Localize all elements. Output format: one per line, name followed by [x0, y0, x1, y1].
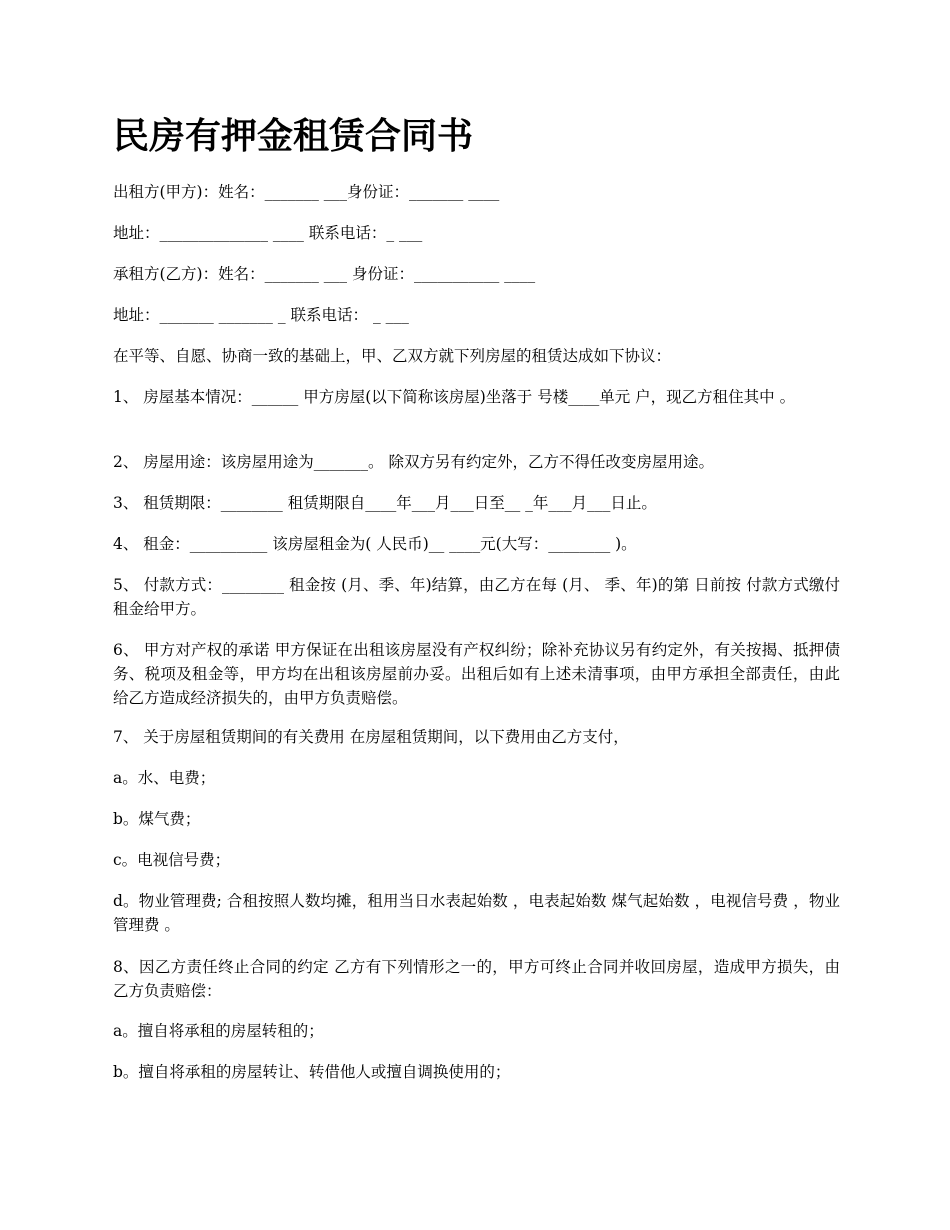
- fee-item-c: c。电视信号费；: [113, 851, 231, 869]
- clause-5-payment: 5、 付款方式：________ 租金按 (月、季、年)结算，由乙方在每 (月、 季、年)的第 日前按 付款方式缴付租金给甲方。: [113, 576, 840, 618]
- termination-item-b: b。擅自将承租的房屋转让、转借他人或擅自调换使用的；: [113, 1063, 511, 1081]
- clause-2-usage: 2、 房屋用途：该房屋用途为_______。 除双方另有约定外，乙方不得任改变房屋用途。: [113, 453, 714, 471]
- clause-3-term: 3、 租赁期限：________ 租赁期限自____年___月___日至__ _年___月___日止。: [113, 494, 657, 512]
- fee-item-d: d。物业管理费; 合租按照人数均摊，租用当日水表起始数 ，电表起始数 煤气起始数 ，电视信号费 ，物业管理费 。: [113, 892, 840, 934]
- clause-1-property: 1、 房屋基本情况：______ 甲方房屋(以下简称该房屋)坐落于 号楼____单元 户，现乙方租住其中 。: [113, 388, 796, 406]
- lessee-address-line: 地址：_______ _______ _ 联系电话： _ ___: [113, 306, 409, 324]
- clause-8-termination: 8、因乙方责任终止合同的约定 乙方有下列情形之一的，甲方可终止合同并收回房屋，造成甲方损失，由乙方负责赔偿：: [113, 958, 840, 1000]
- document-title: 民房有押金租赁合同书: [113, 115, 474, 157]
- clause-6-ownership: 6、 甲方对产权的承诺 甲方保证在出租该房屋没有产权纠纷；除补充协议另有约定外，有关按揭、抵押债务、税项及租金等，甲方均在出租该房屋前办妥。出租后如有上述未清事项，由甲方承担全部责任，由此给乙方造成经济损失的，由甲方负责赔偿。: [113, 641, 840, 707]
- lessor-name-line: 出租方(甲方)：姓名：_______ ___身份证：_______ ____: [113, 183, 500, 201]
- fee-item-b: b。煤气费；: [113, 810, 201, 828]
- clause-4-rent: 4、 租金：__________ 该房屋租金为( 人民币)__ ____元(大写：________ )。: [113, 535, 637, 553]
- clause-7-fees: 7、 关于房屋租赁期间的有关费用 在房屋租赁期间，以下费用由乙方支付，: [113, 728, 629, 746]
- agreement-intro: 在平等、自愿、协商一致的基础上，甲、乙双方就下列房屋的租赁达成如下协议：: [113, 347, 672, 365]
- lessee-name-line: 承租方(乙方)：姓名：_______ ___ 身份证：___________ ____: [113, 265, 536, 283]
- lessor-address-line: 地址：______________ ____ 联系电话：_ ___: [113, 224, 423, 242]
- termination-item-a: a。擅自将承租的房屋转租的；: [113, 1022, 324, 1040]
- fee-item-a: a。水、电费；: [113, 769, 216, 787]
